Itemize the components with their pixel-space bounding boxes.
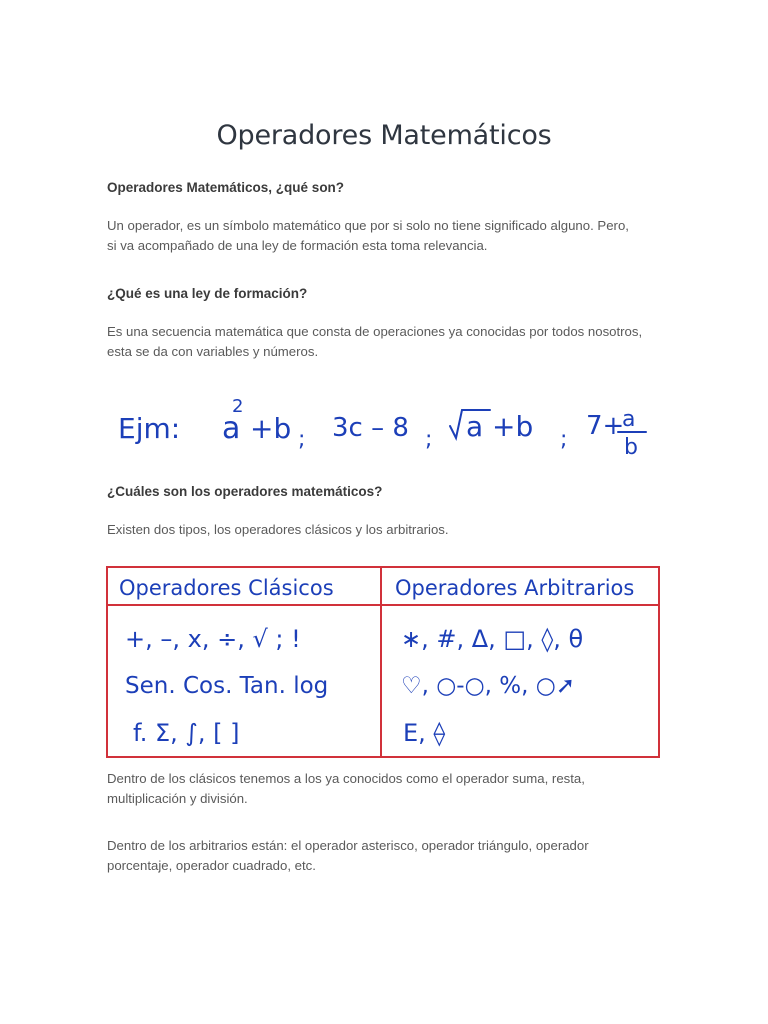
section-heading-cuales: ¿Cuáles son los operadores matemáticos? (107, 484, 383, 499)
expr1-base: a (222, 411, 241, 446)
separator: ; (425, 427, 433, 452)
paragraph-clasicos (107, 769, 667, 809)
arbitrary-row: ♡, ○-○, %, ○➚ (401, 673, 576, 699)
fraction-numerator: a (622, 407, 636, 432)
paragraph-line: Dentro de los arbitrarios están: el operador asterisco, operador triángulo, operador (107, 838, 589, 853)
fraction-denominator: b (624, 435, 638, 460)
paragraph-line: Existen dos tipos, los operadores clásicos y los arbitrarios. (107, 522, 449, 537)
paragraph-line: Es una secuencia matemática que consta de operaciones ya conocidas por todos nosotros, (107, 324, 643, 339)
page-title: Operadores Matemáticos (216, 120, 552, 151)
expr1-exponent: 2 (232, 396, 244, 417)
section-heading-ley-formacion: ¿Qué es una ley de formación? (107, 286, 308, 301)
example-label: Ejm: (118, 412, 181, 445)
paragraph-ley-formacion (107, 322, 667, 362)
expr3-radicand: a (466, 410, 484, 443)
table-header-arbitrary: Operadores Arbitrarios (395, 576, 635, 600)
arbitrary-row: E, ⟠ (403, 719, 446, 747)
expr4-prefix: 7+ (586, 411, 625, 441)
table-header-classic: Operadores Clásicos (119, 576, 334, 600)
classic-row: Sen. Cos. Tan. log (125, 673, 329, 699)
operators-table (105, 565, 661, 760)
classic-row: f. Σ, ∫, [ ] (133, 719, 240, 747)
paragraph-line: multiplicación y división. (107, 791, 248, 806)
classic-row: +, –, x, ÷, √ ; ! (125, 625, 301, 653)
paragraph-line: porcentaje, operador cuadrado, etc. (107, 858, 316, 873)
paragraph-line: Un operador, es un símbolo matemático que por si solo no tiene significado alguno. Pero, (107, 218, 629, 233)
expr3-rest: +b (492, 410, 534, 443)
expr1-rest: +b (250, 412, 292, 445)
separator: ; (560, 427, 568, 452)
paragraph-line: si va acompañado de una ley de formación esta toma relevancia. (107, 238, 488, 253)
expr2: 3c – 8 (332, 413, 409, 443)
paragraph-line: esta se da con variables y números. (107, 344, 319, 359)
handwritten-example (100, 380, 680, 470)
paragraph-definition (107, 216, 667, 256)
paragraph-arbitrarios (107, 836, 667, 876)
paragraph-line: Dentro de los clásicos tenemos a los ya conocidos como el operador suma, resta, (107, 771, 585, 786)
arbitrary-row: ∗, #, Δ, □, ◊, θ (401, 625, 584, 653)
section-heading-what-are: Operadores Matemáticos, ¿qué son? (107, 180, 345, 195)
separator: ; (298, 427, 306, 452)
paragraph-tipos (107, 520, 667, 540)
